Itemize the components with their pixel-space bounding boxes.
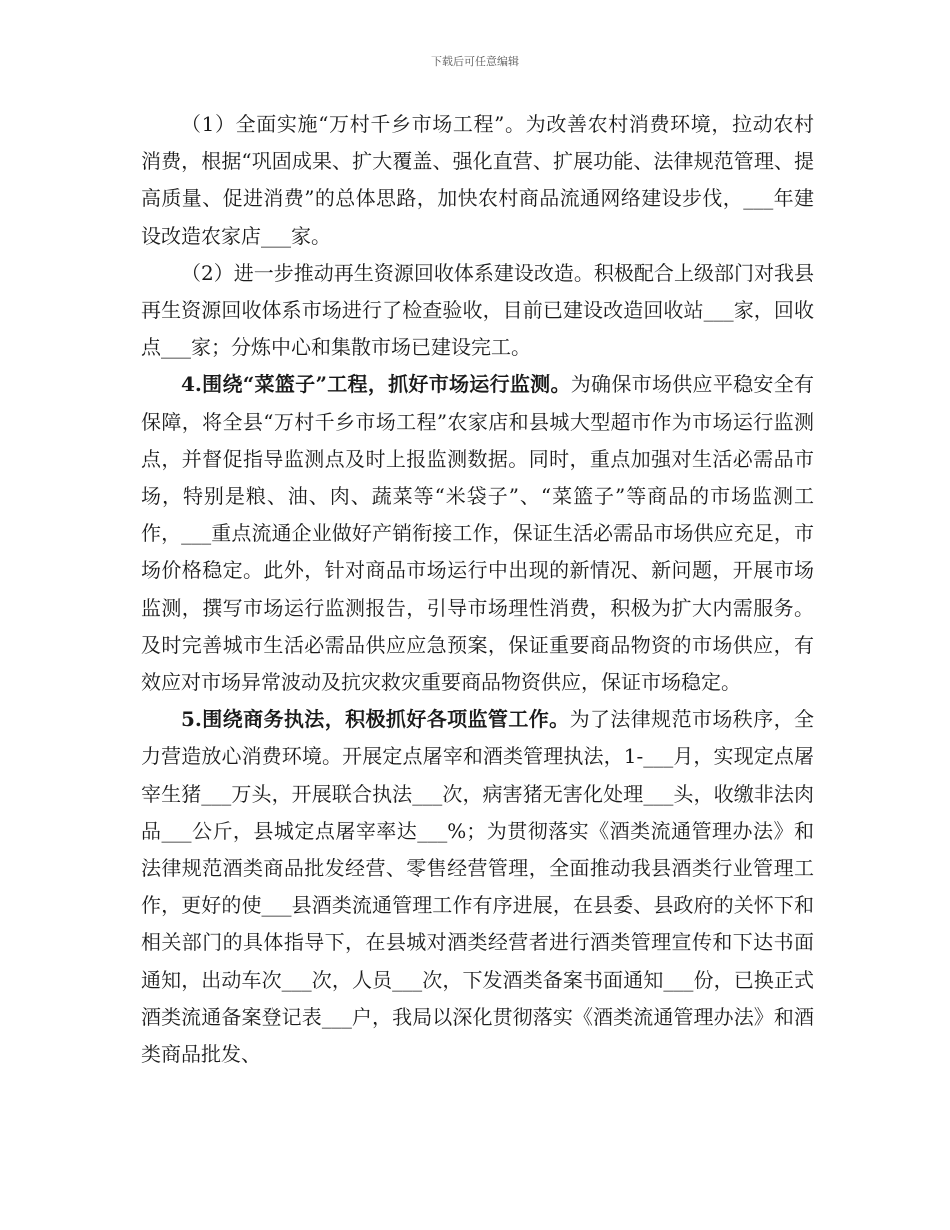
paragraph-4 xyxy=(141,701,814,1073)
document-body xyxy=(141,106,814,1073)
section-heading: 4.围绕“菜篮子”工程，抓好市场运行监测。 xyxy=(181,372,571,397)
paragraph-text: 为确保市场供应平稳安全有保障，将全县“万村千乡市场工程”农家店和县城大型超市作为市场运行监测点，并督促指导监测点及时上报监测数据。同时，重点加强对生活必需品市场，特别是粮、油、肉、蔬菜等“米袋子”、“菜篮子”等商品的市场监测工作，___重点流通企业做好产销衔接工作，保证生活必需品市场供应充足，市场价格稳定。此外，针对商品市场运行中出现的新情况、新问题，开展市场监测，撰写市场运行监测报告，引导市场理性消费，积极为扩大内需服务。及时完善城市生活必需品供应应急预案，保证重要商品物资的市场供应，有效应对市场异常波动及抗灾救灾重要商品物资供应，保证市场稳定。 xyxy=(141,372,814,695)
paragraph-1 xyxy=(141,106,814,255)
paragraph-text: （2）进一步推动再生资源回收体系建设改造。积极配合上级部门对我县再生资源回收体系市场进行了检查验收，目前已建设改造回收站___家，回收点___家；分炼中心和集散市场已建设完工。 xyxy=(141,260,814,360)
paragraph-2 xyxy=(141,255,814,367)
paragraph-3 xyxy=(141,366,814,701)
page-header: 下载后可任意编辑 xyxy=(431,55,519,68)
paragraph-text: 为了法律规范市场秩序，全力营造放心消费环境。开展定点屠宰和酒类管理执法，1-___月，实现定点屠宰生猪___万头，开展联合执法___次，病害猪无害化处理___头，收缴非法肉品___公斤，县城定点屠宰率达___%；为贯彻落实《酒类流通管理办法》和法律规范酒类商品批发经营、零售经营管理，全面推动我县酒类行业管理工作，更好的使___县酒类流通管理工作有序进展，在县委、县政府的关怀下和相关部门的具体指导下，在县城对酒类经营者进行酒类管理宣传和下达书面通知，出动车次___次，人员___次，下发酒类备案书面通知___份，已换正式酒类流通备案登记表___户，我局以深化贯彻落实《酒类流通管理办法》和酒类商品批发、 xyxy=(141,707,815,1067)
paragraph-text: （1）全面实施“万村千乡市场工程”。为改善农村消费环境，拉动农村消费，根据“巩固成果、扩大覆盖、强化直营、扩展功能、法律规范管理、提高质量、促进消费”的总体思路，加快农村商品流通网络建设步伐，___年建设改造农家店___家。 xyxy=(141,112,814,248)
section-heading: 5.围绕商务执法，积极抓好各项监管工作。 xyxy=(181,707,570,732)
